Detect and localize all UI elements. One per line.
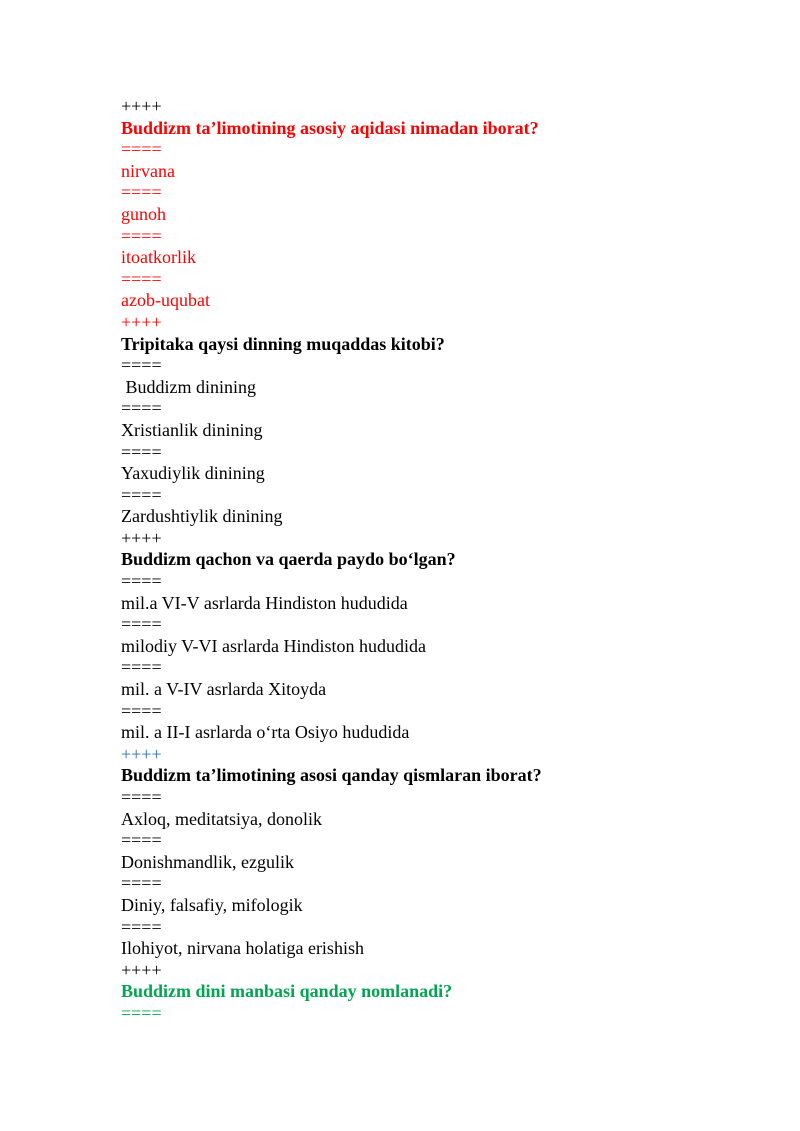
answer-option: gunoh (121, 203, 166, 224)
answer-option: Ilohiyot, nirvana holatiga erishish (121, 938, 364, 959)
separator-line: ==== (121, 355, 162, 376)
answer-option: milodiy V-VI asrlarda Hindiston hududida (121, 635, 426, 656)
question-text: Tripitaka qaysi dinning muqaddas kitobi? (121, 333, 445, 354)
answer-option: Yaxudiylik dinining (121, 463, 265, 484)
separator-line: ==== (121, 614, 162, 635)
separator-line: ==== (121, 873, 162, 894)
answer-option: Donishmandlik, ezgulik (121, 851, 294, 872)
separator-line: ==== (121, 398, 162, 419)
separator-line: ==== (121, 700, 162, 721)
separator-line: ==== (121, 268, 162, 289)
answer-option: Buddizm dinining (121, 376, 256, 397)
separator-line: ==== (121, 657, 162, 678)
question-text: Buddizm qachon va qaerda paydo bo‘lgan? (121, 549, 456, 570)
separator-line: ==== (121, 830, 162, 851)
answer-option: nirvana (121, 160, 175, 181)
question-text: Buddizm dini manbasi qanday nomlanadi? (121, 981, 453, 1002)
answer-option: mil. a V-IV asrlarda Xitoyda (121, 679, 327, 700)
separator-line: ++++ (121, 527, 162, 548)
question-text: Buddizm ta’limotining asosiy aqidasi nimadan iborat? (121, 117, 539, 138)
separator-line: ==== (121, 484, 162, 505)
separator-line: ==== (121, 225, 162, 246)
answer-option: mil. a II-I asrlarda o‘rta Osiyo hududida (121, 722, 410, 743)
answer-option: Diniy, falsafiy, mifologik (121, 894, 303, 915)
separator-line: ==== (121, 916, 162, 937)
separator-line: ==== (121, 441, 162, 462)
separator-line: ++++ (121, 743, 162, 764)
answer-option: itoatkorlik (121, 247, 196, 268)
separator-line: ==== (121, 787, 162, 807)
answer-option: Zardushtiylik dinining (121, 506, 283, 527)
separator-line: ++++ (121, 96, 162, 116)
separator-line: ==== (121, 571, 162, 592)
answer-option: mil.a VI-V asrlarda Hindiston hududida (121, 592, 408, 613)
separator-line: ++++ (121, 959, 162, 980)
answer-option: azob-uqubat (121, 290, 210, 311)
separator-line: ==== (121, 139, 162, 160)
answer-option: Axloq, meditatsiya, donolik (121, 808, 322, 829)
separator-line: ==== (121, 182, 162, 203)
separator-line: ==== (121, 1002, 162, 1023)
question-text: Buddizm ta’limotining asosi qanday qismlaran iborat? (121, 765, 542, 786)
answer-option: Xristianlik dinining (121, 419, 263, 440)
separator-line: ++++ (121, 311, 162, 332)
